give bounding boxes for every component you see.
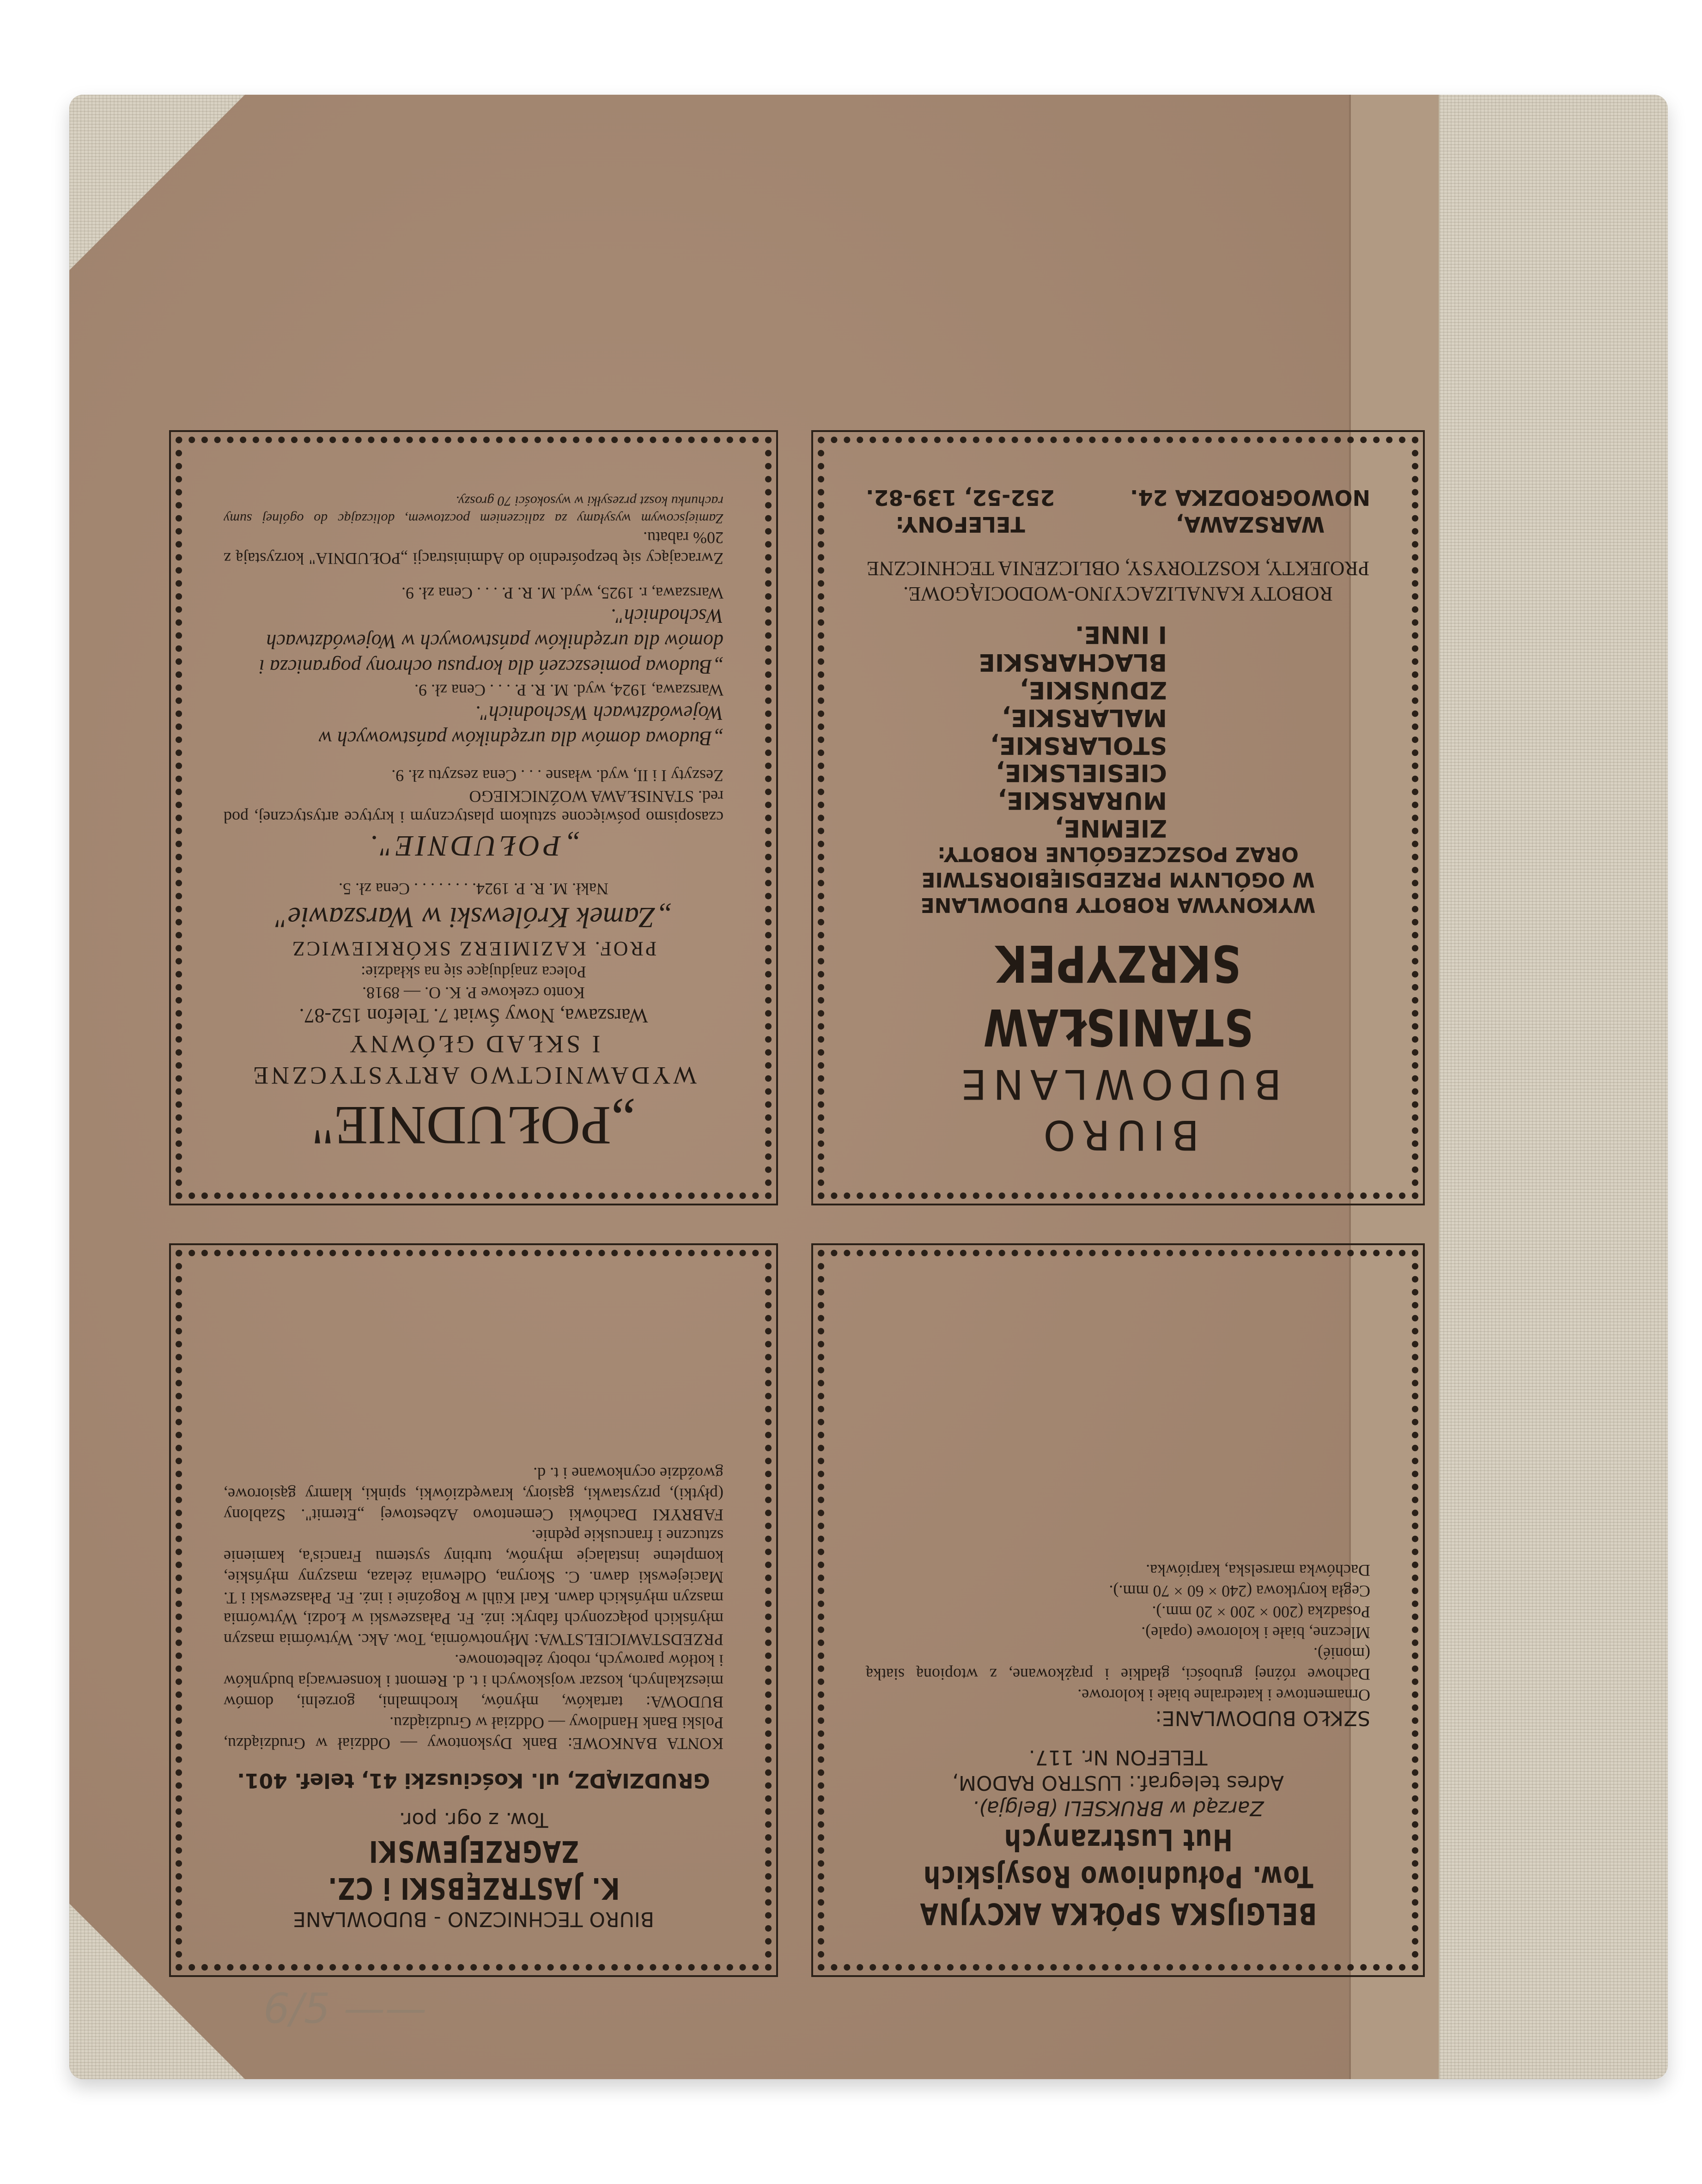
ad-text: Zeszyty I i II, wyd. własne . . . Cena zeszytu zł. 9. [391,767,723,785]
ad-company: K. JASTRZĘBSKI i CZ. ZAGRZEJEWSKI [327,1834,620,1905]
ad-section-title: SZKŁO BUDOWLANE: [1155,1706,1370,1730]
ad-company-type: Tow. z ogr. por. [399,1808,548,1831]
ad-subheading: I SKŁAD GŁÓWNY [346,1030,601,1059]
ad-text: Posadzka (200 × 200 × 20 mm.). [1152,1603,1370,1621]
ad-phones: 252-52, 139-82. [866,485,1055,511]
ad-subheading: WYDAWNICTWO ARTYSTYCZNE [250,1062,697,1089]
cover-board [69,95,1437,2079]
ad-address: Warszawa, Nowy Świat 7. Telefon 152-87. [299,1004,648,1027]
list-item: MURARSKIE, [997,786,1167,815]
pencil-inscription: 6/5 —— [263,1984,427,2033]
list-item: STOLARSKIE, [990,731,1167,759]
ad-company: STANISŁAW SKRZYPEK [982,934,1254,1057]
ad-poludnie [176,437,772,1199]
ad-author: PROF. KAZIMIERZ SKÓRKIEWICZ [290,937,657,960]
ad-text: Warszawa, r. 1925, wyd. M. R. P. . . . Cena zł. 9. [401,584,723,602]
cloth-spine [1437,95,1668,2079]
ad-heading: BIURO TECHNICZNO - BUDOWLANE [293,1907,654,1931]
ad-text: KONTA BANKOWE: Bank Dyskontowy — Oddział w Grudziądzu, Polski Bank Handlowy — Oddział w Grudziądzu. [224,1714,723,1753]
ad-text: Cegła korytkowa (240 × 60 × 70 mm.). [1109,1582,1370,1600]
list-item: ZIEMNE, [1054,814,1167,842]
list-item: MALARSKIE, [1002,703,1167,731]
ad-board: Zarząd w BRUKSELI (Belgja). [972,1796,1264,1820]
ad-contact-row [866,484,1370,537]
ad-text: Mleczne, białe i kolorowe (opale). [1141,1624,1370,1642]
ad-text: PRZEDSTAWICIELSTWA: Młynotwórnia, Tow. Akc. Wytwórnia maszyn młyńskich połączonych fabryk: inż. Fr. Pałaszewski w Łodzi, Wytwórnia maszyn młyńskich dawn. Karl Kühl w Rogoźnie i inż. Fr. Pałaszewski i T. Maciejewski dawn. C. Skoryna, Odlewnia żelaza, maszyny młyńskie, kompletne instalacje młynów, turbiny systemu Francis'a, kamienie sztuczne i francuskie pędnie. [224,1527,723,1649]
ad-street: NOWOGRODZKA 24. [1130,485,1370,511]
ad-phone: TELEFON Nr. 117. [1028,1746,1208,1769]
book [69,95,1668,2079]
ad-text: Zamiejscowym wysyłamy za zaliczeniem pocztowem, doliczając do ogólnej sumy rachunku koszt przesyłki w wysokości 70 groszy. [224,493,723,526]
ad-text: Dachowe różnej grubości, gładkie i prążkowane, z wtopioną siatką (monié). [866,1644,1370,1684]
list-item: I INNE. [1075,621,1167,649]
ad-text: W OGÓLNYM PRZEDSIĘBIORSTWIE [921,868,1315,891]
ad-text: BUDOWA: tartaków, młynów, krochmalni, gorzelni, domów mieszkalnych, koszar wojskowych i t. d. Remont i konserwacja budynków i kotłów parowych, roboty żelbetonowe. [224,1651,723,1711]
ad-text: ROBOTY KANALIZACYJNO-WODOCIĄGOWE. [903,582,1333,605]
cloth-corner-top [69,95,245,270]
ad-heading: BELGIJSKA SPÓŁKA AKCYJNA [919,1896,1317,1930]
ad-book-title: „Zamek Królewski w Warszawie" [275,901,672,934]
ad-belgian-glassworks [818,1250,1418,1971]
ad-text: Nakł. M. R. P. 1924. . . . . . . . Cena zł. 5. [339,880,608,898]
ad-text: ORAZ POSZCZEGÓLNE ROBOTY: [937,842,1299,866]
ad-heading: BIURO BUDOWLANE [954,1060,1282,1159]
ad-text: Ornamentowe i katedralne białe i kolorowe. [1077,1686,1370,1704]
advertisements-upside-down [176,353,1418,1971]
ad-text: czasopismo poświęcone sztukom plastycznym i krytyce artystycznej, pod red. STANISŁAWA WOŹNICKIEGO [224,787,723,827]
ad-biuro-budowlane [818,437,1418,1199]
ad-jastrzebski [176,1250,772,1971]
ad-text: PROJEKTY, KOSZTORYSY, OBLICZENIA TECHNICZNE [866,557,1370,580]
list-item: CIESIELSKIE, [996,759,1167,787]
ad-book-title: „Budowa domów dla urzędników państwowych w Województwach Wschodnich". [318,702,723,750]
ad-text: Zwracający się bezpośrednio do Administracji „POŁUDNIA" korzystają z 20% rabatu. [224,529,723,568]
ad-telegraph: Adres telegraf.: LUSTRO RADOM, [952,1771,1284,1795]
ad-company: Tow. Południowo Rosyjskich Hut Lustrzanych [923,1822,1313,1893]
ad-text: Poleca znajdujące się na składzie: [361,963,586,981]
list-item: BLACHARSKIE [979,648,1167,676]
list-item: ZDUŃSKIE, [1020,676,1167,704]
ad-text: WYKONYWA ROBOTY BUDOWLANE [920,893,1316,917]
ad-text: FABRYKI Dachówki Cementowo Azbestowej „Eternit". Szablony (płytki), przystawki, gąsiory, krawędziówki, spinki, klamry gąsiorowe, gwoździe ocynkowane i t. d. [224,1464,723,1524]
ad-text: Warszawa, 1924, wyd. M. R. P. . . . Cena zł. 9. [414,681,723,700]
ad-phones-label: TELEFONY: [895,511,1025,537]
ad-work-list [866,621,1370,841]
ad-address: GRUDZIĄDZ, ul. Kościuszki 41, telef. 401. [237,1769,710,1792]
ad-book-title: „Budowa pomieszczeń dla korpusu ochrony pogranicza i domów dla urzędników państwowych w Województwach Wschodnich". [259,605,723,678]
ad-magazine-title: „POŁUDNIE". [367,830,580,863]
ad-text: Dachówka marselska, karpiówka. [1146,1561,1370,1580]
ad-text: Konto czekowe P. K. O. — 8918. [362,984,585,1002]
ad-heading: „POŁUDNIE" [311,1095,636,1156]
ad-city: WARSZAWA, [1175,511,1325,537]
